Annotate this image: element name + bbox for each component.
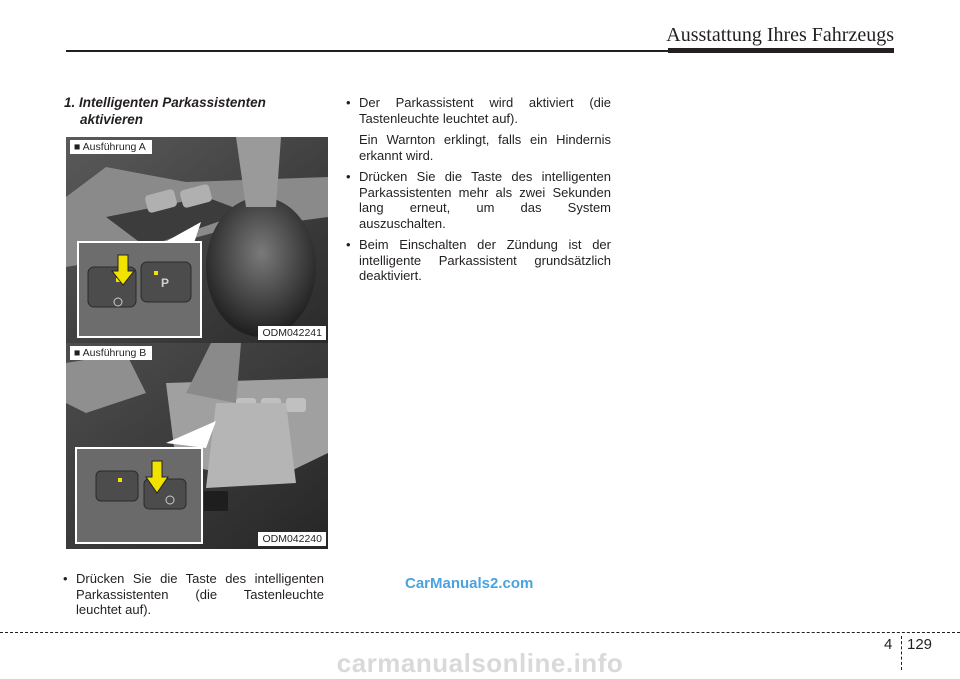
figure-code-b: ODM042240	[258, 532, 326, 546]
console-photo-b	[66, 343, 328, 549]
footer-rule	[0, 632, 960, 633]
chapter-number: 4	[884, 636, 893, 653]
site-watermark: carmanualsonline.info	[336, 648, 624, 678]
svg-text:P: P	[161, 276, 170, 290]
figure-label-b: ■ Ausführung B	[70, 346, 152, 360]
figure-version-b	[66, 343, 328, 549]
column1-bullets	[62, 571, 324, 618]
console-photo-a	[66, 137, 328, 343]
header-title: Ausstattung Ihres Fahrzeugs	[666, 24, 894, 46]
page-number: 129	[907, 636, 933, 653]
column2-bullets	[345, 95, 611, 284]
section-number: 1.	[64, 95, 76, 110]
bullet-item: • Drücken Sie die Taste des intelligenten Parkassistenten mehr als zwei Sekunden lang erneut, um das System auszuschalten.	[345, 169, 611, 231]
section-title-line1: Intelligenten Parkassistenten	[79, 95, 266, 110]
bullet-item: • Beim Einschalten der Zündung ist der intelligente Parkassistent grundsätzlich deaktiviert.	[345, 237, 611, 284]
header-rule-accent	[668, 48, 894, 53]
bullet-item: • Drücken Sie die Taste des intelligenten Parkassistenten (die Tastenleuchte leuchtet auf).	[62, 571, 324, 618]
bullet-continuation: Ein Warnton erklingt, falls ein Hindernis erkannt wird.	[359, 132, 611, 163]
section-title-line2: aktivieren	[80, 112, 144, 127]
figure-version-a	[66, 137, 328, 343]
watermark-text: CarManuals2.com	[405, 575, 534, 592]
figure-label-a: ■ Ausführung A	[70, 140, 152, 154]
figure-code-a: ODM042241	[258, 326, 326, 340]
section-title	[64, 94, 266, 128]
bullet-item: • Der Parkassistent wird aktiviert (die Tastenleuchte leuchtet auf).	[345, 95, 611, 126]
